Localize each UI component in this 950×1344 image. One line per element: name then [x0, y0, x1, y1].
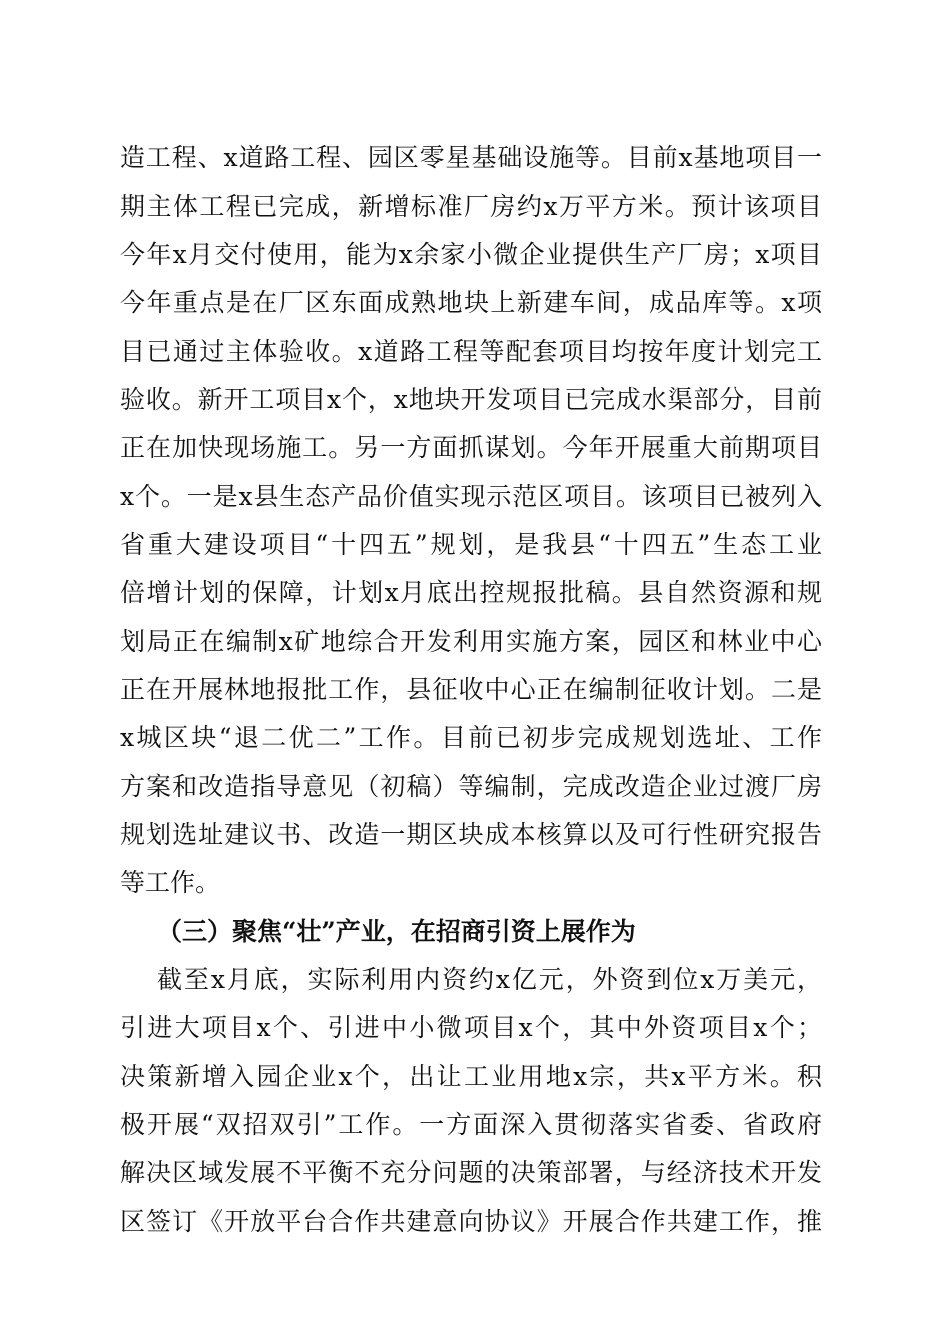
text-line: 正在开展林地报批工作，县征收中心正在编制征收计划。二是 [120, 675, 822, 704]
text-line: 决策新增入园企业x个，出让工业用地x宗，共x平方米。积 [120, 1062, 822, 1091]
text-line: 省重大建设项目“十四五”规划，是我县“十四五”生态工业 [120, 530, 822, 559]
text-line: 造工程、x道路工程、园区零星基础设施等。目前x基地项目一 [120, 143, 822, 172]
text-line: 今年x月交付使用，能为x余家小微企业提供生产厂房；x项目 [120, 240, 822, 269]
text-line: 今年重点是在厂区东面成熟地块上新建车间，成品库等。x项 [120, 288, 822, 317]
text-line: 正在加快现场施工。另一方面抓谋划。今年开展重大前期项目 [120, 433, 822, 462]
text-line: 验收。新开工项目x个，x地块开发项目已完成水渠部分，目前 [120, 385, 822, 414]
text-line: x城区块“退二优二”工作。目前已初步完成规划选址、工作 [120, 723, 822, 752]
text-line: 期主体工程已完成，新增标准厂房约x万平方米。预计该项目 [120, 192, 822, 221]
text-line: 倍增计划的保障，计划x月底出控规报批稿。县自然资源和规 [120, 578, 822, 607]
text-line: 划局正在编制x矿地综合开发利用实施方案，园区和林业中心 [120, 627, 822, 656]
text-line: 方案和改造指导意见（初稿）等编制，完成改造企业过渡厂房 [120, 772, 822, 801]
section-heading: （三）聚焦“壮”产业，在招商引资上展作为 [157, 917, 636, 946]
text-line: 等工作。 [120, 868, 221, 897]
text-line: 解决区域发展不平衡不充分问题的决策部署，与经济技术开发 [120, 1158, 822, 1187]
text-line: 极开展“双招双引”工作。一方面深入贯彻落实省委、省政府 [120, 1110, 822, 1139]
text-line: 规划选址建议书、改造一期区块成本核算以及可行性研究报告 [120, 820, 822, 849]
text-line: 截至x月底，实际利用内资约x亿元，外资到位x万美元， [157, 965, 822, 994]
text-line: 目已通过主体验收。x道路工程等配套项目均按年度计划完工 [120, 337, 822, 366]
text-line: 引进大项目x个、引进中小微项目x个，其中外资项目x个； [120, 1013, 822, 1042]
text-line: x个。一是x县生态产品价值实现示范区项目。该项目已被列入 [120, 482, 822, 511]
text-line: 区签订《开放平台合作共建意向协议》开展合作共建工作，推 [120, 1207, 822, 1236]
